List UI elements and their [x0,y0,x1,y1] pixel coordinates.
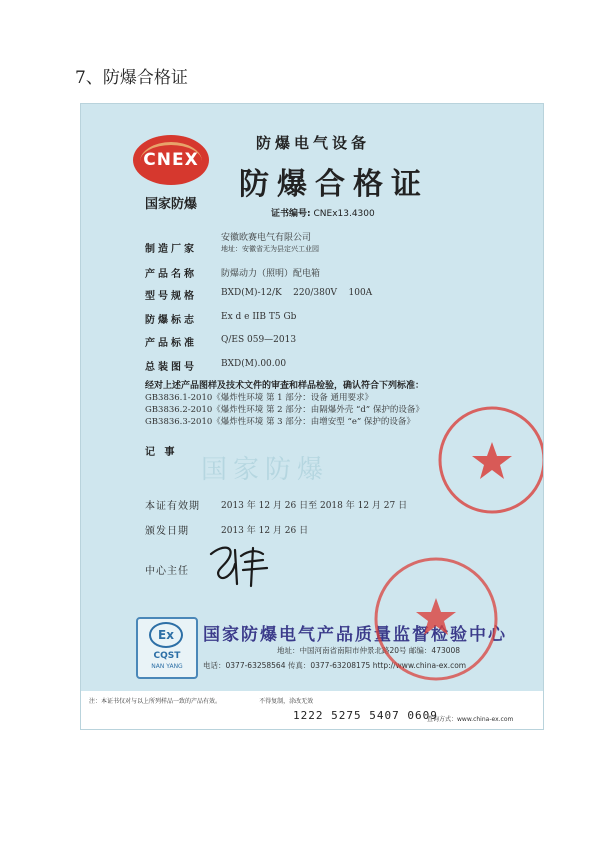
page-heading: 7、防爆合格证 [75,68,188,88]
cnex-logo-text: CNEX [143,150,199,170]
validity-value: 2013 年 12 月 26 日至 2018 年 12 月 27 日 [221,501,408,511]
ex-mark-value: Ex d e IIB T5 Gb [221,312,297,322]
ex-icon: Ex [149,622,183,648]
model-label: 型号规格 [145,291,197,302]
background-watermark: 国家防爆 [201,455,330,485]
footer-note: 注：本证书仅对与以上所列样品一致的产品有效。 不得复制，涂改无效 [89,698,314,705]
institution-contact: 电话：0377-63258564 传真：0377-63208175 http://www.china-ex.com [203,661,467,670]
institution-address: 地址：中国河南省南阳市仲景北路20号 邮编：473008 [277,646,461,655]
query-info: 查询方式：www.china-ex.com [427,716,514,723]
inspection-center-seal [371,554,501,684]
ex-mark-label: 防爆标志 [145,315,197,326]
conformity-statement: 经对上述产品图样及技术文件的审查和样品检验，确认符合下列标准： [145,381,425,391]
certificate-number-value: CNEx13.4300 [313,209,375,219]
director-signature [205,536,275,591]
drawing-label: 总装图号 [145,362,197,373]
validity-label: 本证有效期 [145,501,200,512]
institution-name: 国家防爆电气产品质量监督检验中心 [203,625,507,645]
cnex-logo-name: 国家防爆 [144,197,197,212]
certificate-title: 防爆合格证 [239,167,429,202]
issue-date-label: 颁发日期 [145,526,189,537]
certificate-number-label: 证书编号: [271,209,311,219]
cqst-logo-city: NAN YANG [151,663,183,670]
standard-label: 产品标准 [145,338,197,349]
product-name-value: 防爆动力（照明）配电箱 [221,269,321,279]
explosion-proof-certificate [80,103,544,730]
model-value: BXD(M)-12/K 220/380V 100A [221,288,373,298]
standard-item: GB3836.3-2010《爆炸性环境 第 3 部分：由增安型 “e” 保护的设备》 [145,417,415,427]
director-label: 中心主任 [145,566,189,577]
drawing-value: BXD(M).00.00 [221,359,287,369]
certificate-number [271,206,375,219]
standard-item: GB3836.1-2010《爆炸性环境 第 1 部分：设备 通用要求》 [145,393,373,403]
standard-item: GB3836.2-2010《爆炸性环境 第 2 部分：由隔爆外壳 “d” 保护的设备》 [145,405,424,415]
notes-label: 记 事 [145,447,178,458]
issue-date-value: 2013 年 12 月 26 日 [221,526,309,536]
manufacturer-value: 安徽欧赛电气有限公司 [221,233,312,243]
standard-value: Q/ES 059—2013 [221,335,297,345]
manufacturer-label: 制造厂家 [145,244,197,255]
manufacturer-address: 地址：安徽省无为县定兴工业园 [221,245,319,253]
cqst-logo-text: CQST [153,651,181,661]
certificate-subtitle: 防爆电气设备 [256,134,371,152]
company-seal [436,404,544,516]
serial-number: 1222 5275 5407 0609 [293,709,438,722]
product-name-label: 产品名称 [145,269,197,280]
